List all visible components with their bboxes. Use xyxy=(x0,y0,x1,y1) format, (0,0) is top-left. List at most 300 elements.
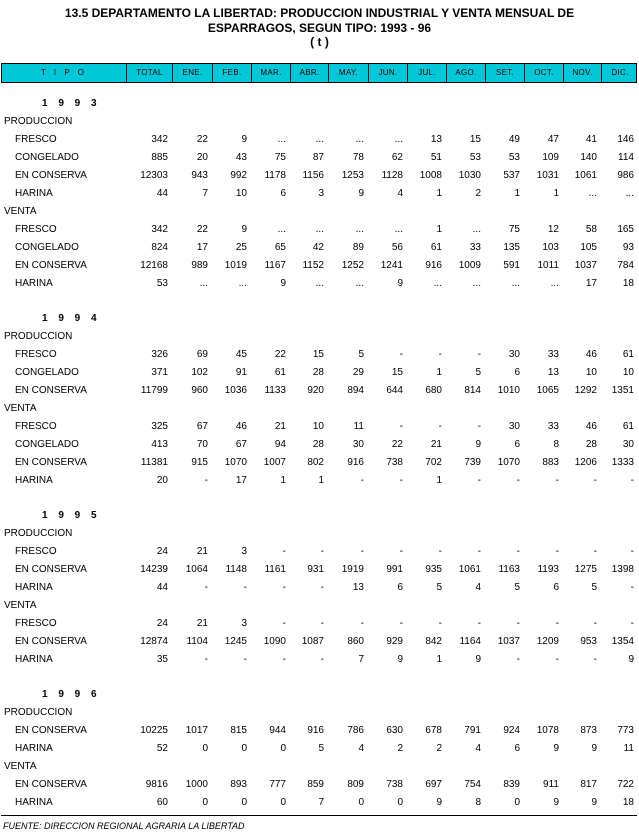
table-cell: 58 xyxy=(585,224,597,235)
table-cell: 630 xyxy=(386,725,403,736)
table-cell: 1000 xyxy=(185,779,208,790)
row-label: CONGELADO xyxy=(15,242,79,253)
row-label: HARINA xyxy=(15,278,53,289)
table-cell: 915 xyxy=(191,457,208,468)
table-cell: ... xyxy=(277,134,286,145)
table-cell: 413 xyxy=(151,439,168,450)
table-cell: 784 xyxy=(617,260,634,271)
table-cell: 754 xyxy=(464,779,481,790)
table-cell: 4 xyxy=(475,743,481,754)
table-cell: 824 xyxy=(151,242,168,253)
table-cell: 697 xyxy=(425,779,442,790)
table-row xyxy=(0,436,639,454)
table-cell: 1 xyxy=(436,475,442,486)
table-cell: 722 xyxy=(617,779,634,790)
table-cell: 10 xyxy=(622,367,634,378)
table-cell: - xyxy=(516,654,520,665)
table-cell: 920 xyxy=(307,385,324,396)
table-cell: 13 xyxy=(547,367,559,378)
table-cell: 5 xyxy=(358,349,364,360)
table-cell: 47 xyxy=(547,134,559,145)
table-cell: 49 xyxy=(508,134,520,145)
table-row xyxy=(0,346,639,364)
table-cell: 46 xyxy=(235,421,247,432)
section-label: PRODUCCION xyxy=(4,331,73,342)
table-cell: 12168 xyxy=(140,260,168,271)
table-cell: 1 xyxy=(436,188,442,199)
table-cell: 815 xyxy=(230,725,247,736)
table-cell: ... xyxy=(511,278,520,289)
table-cell: - xyxy=(593,618,597,629)
table-row xyxy=(0,776,639,794)
column-header-month-7: JUN. xyxy=(368,64,407,82)
table-row xyxy=(0,364,639,382)
table-cell: 67 xyxy=(235,439,247,450)
table-cell: - xyxy=(438,349,442,360)
section-label: VENTA xyxy=(4,761,37,772)
row-label: EN CONSERVA xyxy=(15,260,87,271)
table-cell: 61 xyxy=(622,421,634,432)
table-cell: 644 xyxy=(386,385,403,396)
table-cell: 25 xyxy=(235,242,247,253)
table-cell: 9 xyxy=(241,134,247,145)
table-cell: 1010 xyxy=(497,385,520,396)
table-cell: 62 xyxy=(391,152,403,163)
table-cell: 18 xyxy=(622,797,634,808)
section-heading xyxy=(0,113,639,131)
table-cell: 17 xyxy=(196,242,208,253)
table-cell: ... xyxy=(277,224,286,235)
table-cell: 10 xyxy=(235,188,247,199)
table-cell: 135 xyxy=(503,242,520,253)
row-label: HARINA xyxy=(15,582,53,593)
table-cell: 1 xyxy=(280,475,286,486)
table-cell: 53 xyxy=(508,152,520,163)
row-label: EN CONSERVA xyxy=(15,385,87,396)
table-cell: 17 xyxy=(235,475,247,486)
table-cell: 1019 xyxy=(224,260,247,271)
section-heading xyxy=(0,328,639,346)
table-cell: - xyxy=(399,546,403,557)
table-cell: 24 xyxy=(156,546,168,557)
table-cell: 1167 xyxy=(264,260,286,271)
table-cell: 1148 xyxy=(225,564,247,575)
column-header-tipo: T I P O xyxy=(40,68,88,77)
table-cell: - xyxy=(630,618,634,629)
table-cell: 21 xyxy=(196,618,208,629)
table-cell: 5 xyxy=(514,582,520,593)
table-row xyxy=(0,185,639,203)
row-label: HARINA xyxy=(15,188,53,199)
table-row xyxy=(0,382,639,400)
table-cell: 5 xyxy=(475,367,481,378)
table-cell: 69 xyxy=(196,349,208,360)
row-label: CONGELADO xyxy=(15,439,79,450)
table-cell: - xyxy=(516,546,520,557)
table-cell: 87 xyxy=(312,152,324,163)
table-cell: 9 xyxy=(280,278,286,289)
table-cell: - xyxy=(477,475,481,486)
section-label: PRODUCCION xyxy=(4,528,73,539)
table-cell: ... xyxy=(588,188,597,199)
year-heading xyxy=(0,95,639,113)
table-cell: 885 xyxy=(151,152,168,163)
table-cell: 342 xyxy=(151,224,168,235)
table-cell: 1919 xyxy=(341,564,364,575)
table-cell: - xyxy=(320,546,324,557)
table-cell: 165 xyxy=(617,224,634,235)
table-cell: 1354 xyxy=(611,636,634,647)
table-cell: 61 xyxy=(430,242,442,253)
table-cell: 1398 xyxy=(611,564,634,575)
table-cell: 916 xyxy=(347,457,364,468)
table-cell: 991 xyxy=(386,564,403,575)
table-cell: 1133 xyxy=(264,385,286,396)
table-cell: - xyxy=(282,582,286,593)
table-cell: 91 xyxy=(235,367,247,378)
table-cell: 777 xyxy=(269,779,286,790)
table-cell: 10225 xyxy=(140,725,168,736)
table-cell: 21 xyxy=(196,546,208,557)
column-header-month-3: FEB. xyxy=(212,64,251,82)
table-cell: 9 xyxy=(591,797,597,808)
table-cell: 0 xyxy=(202,797,208,808)
table-cell: 738 xyxy=(386,457,403,468)
table-cell: 67 xyxy=(196,421,208,432)
table-cell: 1206 xyxy=(574,457,597,468)
year-heading xyxy=(0,507,639,525)
table-cell: 678 xyxy=(425,725,442,736)
section-label: PRODUCCION xyxy=(4,116,73,127)
table-cell: ... xyxy=(472,278,481,289)
table-cell: 15 xyxy=(391,367,403,378)
table-cell: 44 xyxy=(156,582,168,593)
table-cell: 944 xyxy=(269,725,286,736)
row-label: FRESCO xyxy=(15,618,57,629)
table-cell: 1241 xyxy=(380,260,403,271)
table-cell: ... xyxy=(199,278,208,289)
year-heading xyxy=(0,310,639,328)
table-cell: 20 xyxy=(196,152,208,163)
table-cell: - xyxy=(630,582,634,593)
table-cell: - xyxy=(399,475,403,486)
table-cell: - xyxy=(204,654,208,665)
column-header-month-11: OCT. xyxy=(524,64,563,82)
table-cell: 44 xyxy=(156,188,168,199)
row-label: HARINA xyxy=(15,797,53,808)
table-cell: - xyxy=(477,349,481,360)
table-cell: 802 xyxy=(307,457,324,468)
table-cell: 325 xyxy=(151,421,168,432)
row-label: FRESCO xyxy=(15,224,57,235)
table-cell: 22 xyxy=(196,224,208,235)
table-cell: 10 xyxy=(585,367,597,378)
year-heading xyxy=(0,686,639,704)
table-cell: 6 xyxy=(514,743,520,754)
column-header-month-6: MAY. xyxy=(328,64,368,82)
table-cell: 842 xyxy=(425,636,442,647)
row-label: EN CONSERVA xyxy=(15,457,87,468)
table-cell: - xyxy=(555,654,559,665)
table-cell: - xyxy=(438,618,442,629)
table-cell: 33 xyxy=(547,421,559,432)
table-cell: 21 xyxy=(274,421,286,432)
table-cell: 11 xyxy=(623,743,634,754)
table-row xyxy=(0,740,639,758)
table-cell: 739 xyxy=(464,457,481,468)
section-heading xyxy=(0,758,639,776)
table-cell: 1209 xyxy=(536,636,559,647)
table-cell: 22 xyxy=(196,134,208,145)
table-cell: 1351 xyxy=(611,385,634,396)
table-cell: 738 xyxy=(386,779,403,790)
row-label: CONGELADO xyxy=(15,367,79,378)
row-label: EN CONSERVA xyxy=(15,725,87,736)
table-cell: 53 xyxy=(469,152,481,163)
table-cell: 883 xyxy=(542,457,559,468)
column-header-month-4: MAR. xyxy=(251,64,290,82)
table-cell: ... xyxy=(625,188,634,199)
table-cell: 1070 xyxy=(224,457,247,468)
table-cell: 24 xyxy=(156,618,168,629)
table-cell: 146 xyxy=(617,134,634,145)
column-header-month-2: ENE. xyxy=(172,64,212,82)
table-cell: 860 xyxy=(347,636,364,647)
table-cell: 5 xyxy=(591,582,597,593)
table-cell: 78 xyxy=(352,152,364,163)
column-header-month-13: DIC. xyxy=(601,64,638,82)
table-cell: 109 xyxy=(542,152,559,163)
table-cell: 0 xyxy=(358,797,364,808)
table-cell: 1163 xyxy=(498,564,520,575)
table-cell: - xyxy=(360,618,364,629)
table-row xyxy=(0,149,639,167)
table-row xyxy=(0,633,639,651)
table-cell: 326 xyxy=(151,349,168,360)
table-cell: - xyxy=(204,475,208,486)
table-row xyxy=(0,239,639,257)
table-cell: 9 xyxy=(475,439,481,450)
table-cell: 11381 xyxy=(140,457,168,468)
table-row xyxy=(0,257,639,275)
table-cell: 1061 xyxy=(574,170,597,181)
table-cell: 1017 xyxy=(185,725,208,736)
row-label: HARINA xyxy=(15,654,53,665)
table-row xyxy=(0,651,639,669)
table-unit: ( t ) xyxy=(310,35,329,49)
table-title-line-1: 13.5 DEPARTAMENTO LA LIBERTAD: PRODUCCION INDUSTRIAL Y VENTA MENSUAL DE xyxy=(64,6,575,20)
table-cell: 911 xyxy=(543,779,559,790)
table-cell: 12303 xyxy=(140,170,168,181)
table-cell: 17 xyxy=(585,278,597,289)
table-cell: 10 xyxy=(312,421,324,432)
table-cell: 103 xyxy=(542,242,559,253)
table-cell: 9 xyxy=(553,743,559,754)
table-cell: - xyxy=(243,654,247,665)
column-header-row xyxy=(1,63,637,83)
table-row xyxy=(0,167,639,185)
section-heading xyxy=(0,400,639,418)
table-cell: 1008 xyxy=(419,170,442,181)
table-cell: 28 xyxy=(312,439,324,450)
table-cell: 943 xyxy=(191,170,208,181)
table-cell: 0 xyxy=(241,743,247,754)
row-label: EN CONSERVA xyxy=(15,779,87,790)
table-cell: 873 xyxy=(580,725,597,736)
table-cell: 1128 xyxy=(381,170,403,181)
table-cell: 2 xyxy=(436,743,442,754)
table-cell: 0 xyxy=(202,743,208,754)
year-label: 1 9 9 3 xyxy=(42,98,101,109)
table-cell: 9 xyxy=(628,654,634,665)
table-cell: 30 xyxy=(622,439,634,450)
table-row xyxy=(0,615,639,633)
table-cell: ... xyxy=(472,224,481,235)
table-cell: 1245 xyxy=(224,636,247,647)
table-cell: 916 xyxy=(425,260,442,271)
table-cell: 0 xyxy=(241,797,247,808)
table-cell: - xyxy=(555,475,559,486)
table-cell: 4 xyxy=(397,188,403,199)
table-cell: ... xyxy=(315,224,324,235)
table-cell: 45 xyxy=(235,349,247,360)
table-cell: 0 xyxy=(280,797,286,808)
table-row xyxy=(0,275,639,293)
table-cell: 1090 xyxy=(263,636,286,647)
table-cell: 30 xyxy=(508,421,520,432)
table-cell: - xyxy=(593,654,597,665)
table-cell: 9 xyxy=(397,654,403,665)
table-cell: 935 xyxy=(425,564,442,575)
table-cell: ... xyxy=(355,224,364,235)
table-row xyxy=(0,722,639,740)
table-cell: 11799 xyxy=(140,385,168,396)
table-cell: 1007 xyxy=(263,457,286,468)
table-cell: 6 xyxy=(553,582,559,593)
table-cell: 5 xyxy=(318,743,324,754)
table-cell: 992 xyxy=(230,170,247,181)
table-cell: ... xyxy=(355,278,364,289)
table-cell: 859 xyxy=(307,779,324,790)
table-cell: 1030 xyxy=(458,170,481,181)
table-cell: 931 xyxy=(307,564,324,575)
table-cell: 13 xyxy=(352,582,364,593)
bottom-rule xyxy=(1,815,637,816)
table-cell: 894 xyxy=(347,385,364,396)
table-cell: 1 xyxy=(318,475,324,486)
table-cell: 0 xyxy=(514,797,520,808)
table-row xyxy=(0,221,639,239)
table-cell: 342 xyxy=(151,134,168,145)
table-cell: 1065 xyxy=(536,385,559,396)
table-cell: 1252 xyxy=(341,260,364,271)
table-cell: 21 xyxy=(430,439,442,450)
table-cell: 9 xyxy=(358,188,364,199)
table-cell: 1 xyxy=(553,188,559,199)
table-cell: 786 xyxy=(347,725,364,736)
section-label: PRODUCCION xyxy=(4,707,73,718)
table-cell: 35 xyxy=(156,654,168,665)
table-row xyxy=(0,543,639,561)
source-note: FUENTE: DIRECCION REGIONAL AGRARIA LA LIBERTAD xyxy=(3,821,245,831)
table-cell: 43 xyxy=(235,152,247,163)
table-cell: 9 xyxy=(475,654,481,665)
table-cell: - xyxy=(320,582,324,593)
table-cell: 1152 xyxy=(302,260,324,271)
table-cell: 18 xyxy=(622,278,634,289)
table-cell: 5 xyxy=(436,582,442,593)
table-cell: - xyxy=(399,349,403,360)
table-cell: - xyxy=(516,618,520,629)
table-cell: - xyxy=(204,582,208,593)
table-cell: 28 xyxy=(585,439,597,450)
year-label: 1 9 9 6 xyxy=(42,689,101,700)
table-cell: 33 xyxy=(469,242,481,253)
table-cell: 102 xyxy=(191,367,208,378)
table-cell: 1031 xyxy=(536,170,559,181)
table-cell: 893 xyxy=(230,779,247,790)
table-cell: 13 xyxy=(430,134,442,145)
table-cell: 8 xyxy=(553,439,559,450)
table-cell: - xyxy=(282,654,286,665)
table-cell: - xyxy=(438,421,442,432)
table-cell: 22 xyxy=(274,349,286,360)
column-header-month-9: AGO. xyxy=(446,64,485,82)
table-cell: 1 xyxy=(436,367,442,378)
table-cell: - xyxy=(360,546,364,557)
table-cell: 7 xyxy=(202,188,208,199)
table-cell: 1036 xyxy=(224,385,247,396)
row-label: FRESCO xyxy=(15,546,57,557)
table-cell: 22 xyxy=(391,439,403,450)
table-cell: 924 xyxy=(503,725,520,736)
table-cell: 0 xyxy=(280,743,286,754)
table-cell: 1011 xyxy=(537,260,559,271)
table-cell: ... xyxy=(433,278,442,289)
table-cell: 1164 xyxy=(459,636,481,647)
table-cell: 52 xyxy=(156,743,168,754)
table-cell: - xyxy=(320,618,324,629)
row-label: FRESCO xyxy=(15,421,57,432)
table-cell: 75 xyxy=(508,224,520,235)
table-cell: 953 xyxy=(580,636,597,647)
table-cell: 916 xyxy=(307,725,324,736)
table-cell: 791 xyxy=(464,725,481,736)
table-cell: 3 xyxy=(241,618,247,629)
table-cell: 702 xyxy=(425,457,442,468)
table-cell: 839 xyxy=(503,779,520,790)
table-cell: - xyxy=(555,546,559,557)
table-cell: 140 xyxy=(580,152,597,163)
table-cell: 9 xyxy=(553,797,559,808)
table-cell: 1178 xyxy=(264,170,286,181)
table-cell: - xyxy=(282,546,286,557)
year-label: 1 9 9 4 xyxy=(42,313,101,324)
table-cell: 1193 xyxy=(537,564,559,575)
table-cell: 53 xyxy=(156,278,168,289)
table-row xyxy=(0,418,639,436)
table-cell: 1064 xyxy=(185,564,208,575)
table-cell: 817 xyxy=(580,779,597,790)
table-cell: 89 xyxy=(352,242,364,253)
row-label: EN CONSERVA xyxy=(15,636,87,647)
table-cell: - xyxy=(477,421,481,432)
table-cell: 1104 xyxy=(186,636,208,647)
table-cell: - xyxy=(555,618,559,629)
row-label: CONGELADO xyxy=(15,152,79,163)
table-cell: - xyxy=(360,475,364,486)
table-title-line-2: ESPARRAGOS, SEGUN TIPO: 1993 - 96 xyxy=(207,21,432,35)
